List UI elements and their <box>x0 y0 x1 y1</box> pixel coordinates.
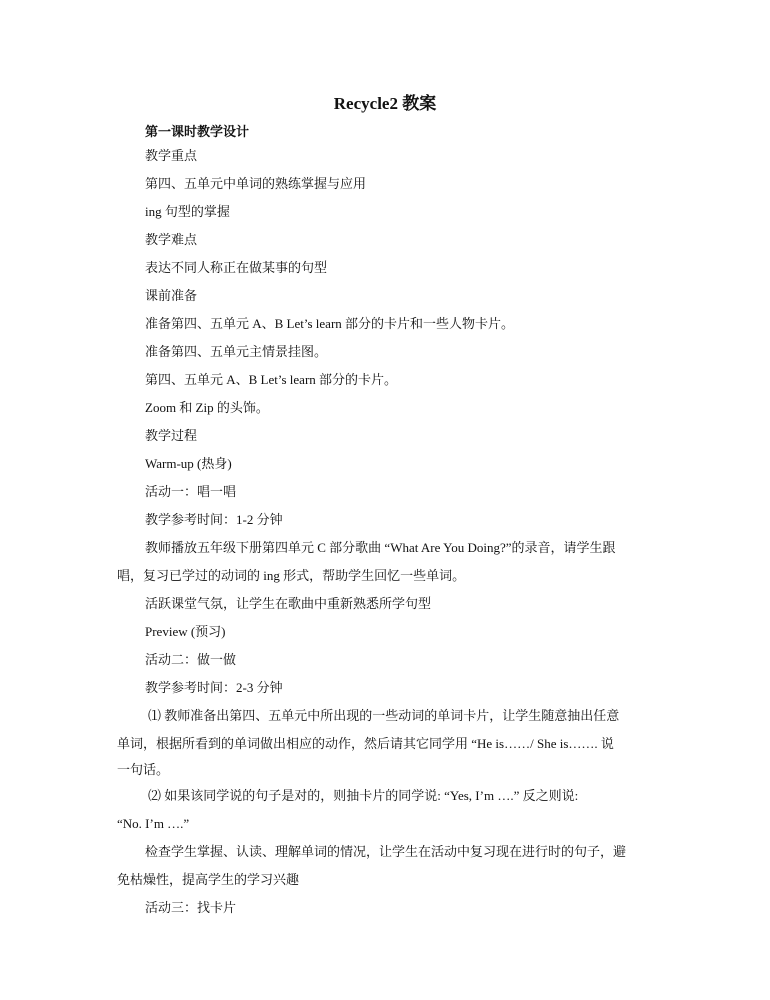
text-line: 课前准备 <box>145 288 198 303</box>
text-line: 教学重点 <box>145 148 198 163</box>
paragraph-continuation: 免枯燥性，提高学生的学习兴趣 <box>117 872 300 887</box>
text-line: 准备第四、五单元主情景挂图。 <box>145 344 328 359</box>
text-line: Preview (预习) <box>145 624 226 639</box>
text-line: 第四、五单元中单词的熟练掌握与应用 <box>145 176 367 191</box>
text-line: 教学参考时间：1-2 分钟 <box>145 512 283 527</box>
text-line: 活动三：找卡片 <box>145 900 237 915</box>
text-line: 教学难点 <box>145 232 198 247</box>
text-line: 准备第四、五单元 A、B Let’s learn 部分的卡片和一些人物卡片。 <box>145 316 515 331</box>
text-line: Zoom 和 Zip 的头饰。 <box>145 400 269 415</box>
paragraph-continuation: 唱，复习已学过的动词的 ing 形式，帮助学生回忆一些单词。 <box>117 568 466 583</box>
section-heading: 第一课时教学设计 <box>145 124 250 139</box>
paragraph-continuation: “No. I’m ….” <box>117 816 190 831</box>
paragraph-continuation: 一句话。 <box>117 762 170 777</box>
text-line: 活动二：做一做 <box>145 652 237 667</box>
numbered-item-1: ⑴ 教师准备出第四、五单元中所出现的一些动词的单词卡片，让学生随意抽出任意 <box>148 708 620 723</box>
text-line: ing 句型的掌握 <box>145 204 230 219</box>
paragraph-first-line: 检查学生掌握、认读、理解单词的情况，让学生在活动中复习现在进行时的句子，避 <box>145 844 627 859</box>
text-line: 表达不同人称正在做某事的句型 <box>145 260 328 275</box>
document-title: Recycle2 教案 <box>333 94 437 113</box>
text-line: 活跃课堂气氛，让学生在歌曲中重新熟悉所学句型 <box>145 596 432 611</box>
text-line: 教学过程 <box>145 428 198 443</box>
text-line: 活动一：唱一唱 <box>145 484 237 499</box>
text-line: Warm-up (热身) <box>145 456 232 471</box>
paragraph-first-line: 教师播放五年级下册第四单元 C 部分歌曲 “What Are You Doing?”的录音，请学生跟 <box>145 540 616 555</box>
numbered-item-2: ⑵ 如果该同学说的句子是对的，则抽卡片的同学说: “Yes, I’m ….” 反之则说: <box>148 788 579 803</box>
paragraph-continuation: 单词，根据所看到的单词做出相应的动作，然后请其它同学用 “He is……/ She is……. 说 <box>117 736 614 751</box>
text-line: 第四、五单元 A、B Let’s learn 部分的卡片。 <box>145 372 398 387</box>
text-line: 教学参考时间：2-3 分钟 <box>145 680 283 695</box>
